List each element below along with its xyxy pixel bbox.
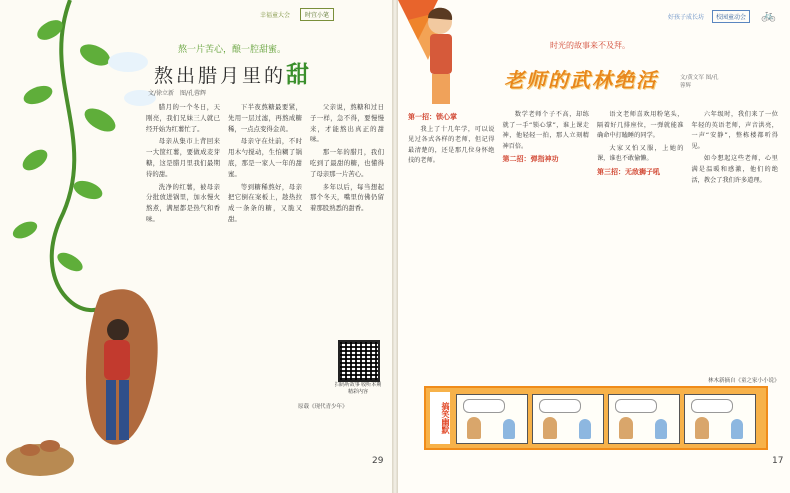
qr-caption: 扫码听故事 收听本期精彩内容: [334, 382, 382, 395]
left-paragraph: 等到糖稀熬好，母亲把它倒在案板上，趁热拉成一条条的糖，又脆又甜。: [228, 182, 302, 223]
left-source-note: 原载《现代青少年》: [298, 404, 348, 410]
left-page: [0, 0, 392, 493]
comic-panel: [608, 394, 680, 444]
right-article-subtitle: 时光的故事来不及拜。: [550, 41, 630, 50]
left-paragraph: 下半夜熬糖最要紧，先用一层过滤，再熬成糖稀，一点点变得金黄。: [228, 103, 302, 133]
qr-code[interactable]: [338, 340, 380, 382]
right-page: [398, 0, 790, 493]
right-page-number: 17: [772, 456, 784, 466]
left-title-accent: 甜: [286, 61, 313, 88]
left-page-number: 29: [372, 456, 384, 466]
left-paragraph: 那一年的腊月，我们吃到了最甜的糖，也懂得了母亲那一片苦心。: [310, 148, 384, 178]
right-paragraph: 我上了十几年学，可以说见过各式各样的老师，但记得最清楚的，还是那几位身怀绝技的老师。: [408, 125, 495, 165]
beanstalk-illustration: [0, 0, 160, 493]
comic-label: 搞笑幽默: [430, 392, 450, 444]
left-article-subtitle: 熬一片苦心，酿一腔甜蜜。: [178, 45, 287, 55]
bicycle-icon: 🚲: [761, 8, 776, 22]
section-heading: 第二招：弹指神功: [502, 155, 559, 164]
right-source-note: 林木新摘自《童之家小小说》: [708, 378, 780, 384]
left-title-text: 熬出腊月里的: [154, 65, 287, 87]
section-heading: 第一招：锁心掌: [408, 113, 457, 121]
right-article-title: 老师的武林绝活: [504, 68, 658, 92]
right-paragraph: 六年级时，我们来了一位年轻的英语老师，声音洪亮，一声“安静”，整栋楼都听得见。: [691, 111, 778, 150]
left-paragraph: 父亲说，熬糖和过日子一样，急不得，要慢慢来，才能熬出真正的甜味。: [310, 103, 384, 144]
left-article-author: 文/徐立新 图/孔蓉辉: [148, 90, 207, 97]
right-paragraph: 如今想起这些老师，心里满是温暖和感激，他们的绝活，教会了我们许多道理。: [691, 155, 778, 184]
section-heading: 第三招：无敌狮子吼: [597, 167, 660, 176]
left-paragraph: 母亲从集市上背回来一大筐红薯，要做成麦芽糖，这是腊月里我们最期待的甜。: [146, 137, 220, 178]
left-article-title: [154, 56, 312, 89]
right-article-author: 文/黄文军 图/孔蓉辉: [680, 75, 719, 89]
comic-panel: [456, 394, 528, 444]
right-paragraph: 语文老师喜欢用粉笔头，隔着好几排座位，一弹就能准确命中打瞌睡的同学。: [597, 111, 684, 140]
right-paragraph: 大家又怕又服，上她的课，谁也不敢偷懒。: [597, 144, 684, 163]
comic-panel: [532, 394, 604, 444]
left-paragraph: 多年以后，每当想起那个冬天，嘴里仿佛仍留着那股熟悉的甜香。: [310, 182, 384, 213]
right-article-body: [408, 110, 778, 380]
left-paragraph: 腊月的一个冬日，天刚亮，我们兄妹三人就已经开始为红薯忙了。: [146, 103, 220, 133]
left-paragraph: 母亲守在灶前，不时用木勺搅动，生怕糊了锅底，那是一家人一年的甜蜜。: [228, 137, 302, 178]
left-paragraph: 洗净的红薯，被母亲分批放进锅里，加水慢火熬煮，满屋都是热气和香味。: [146, 182, 220, 223]
comic-strip: [424, 386, 768, 450]
left-page-header: [260, 8, 334, 21]
right-page-header: [668, 10, 750, 23]
right-header-column-tag: 校园童动会: [712, 10, 750, 23]
teacher-illustration: [398, 0, 538, 110]
right-header-small: 好孩子成长坊: [668, 14, 705, 21]
comic-panel: [684, 394, 756, 444]
left-header-small: 幸福童大会: [260, 12, 291, 19]
right-paragraph: 数学老师个子不高，却练就了一手“锁心掌”，谁上课走神，他轻轻一拍，那人立刻精神百倍。: [502, 111, 589, 150]
left-header-column-tag: 时宜小笔: [300, 8, 334, 21]
